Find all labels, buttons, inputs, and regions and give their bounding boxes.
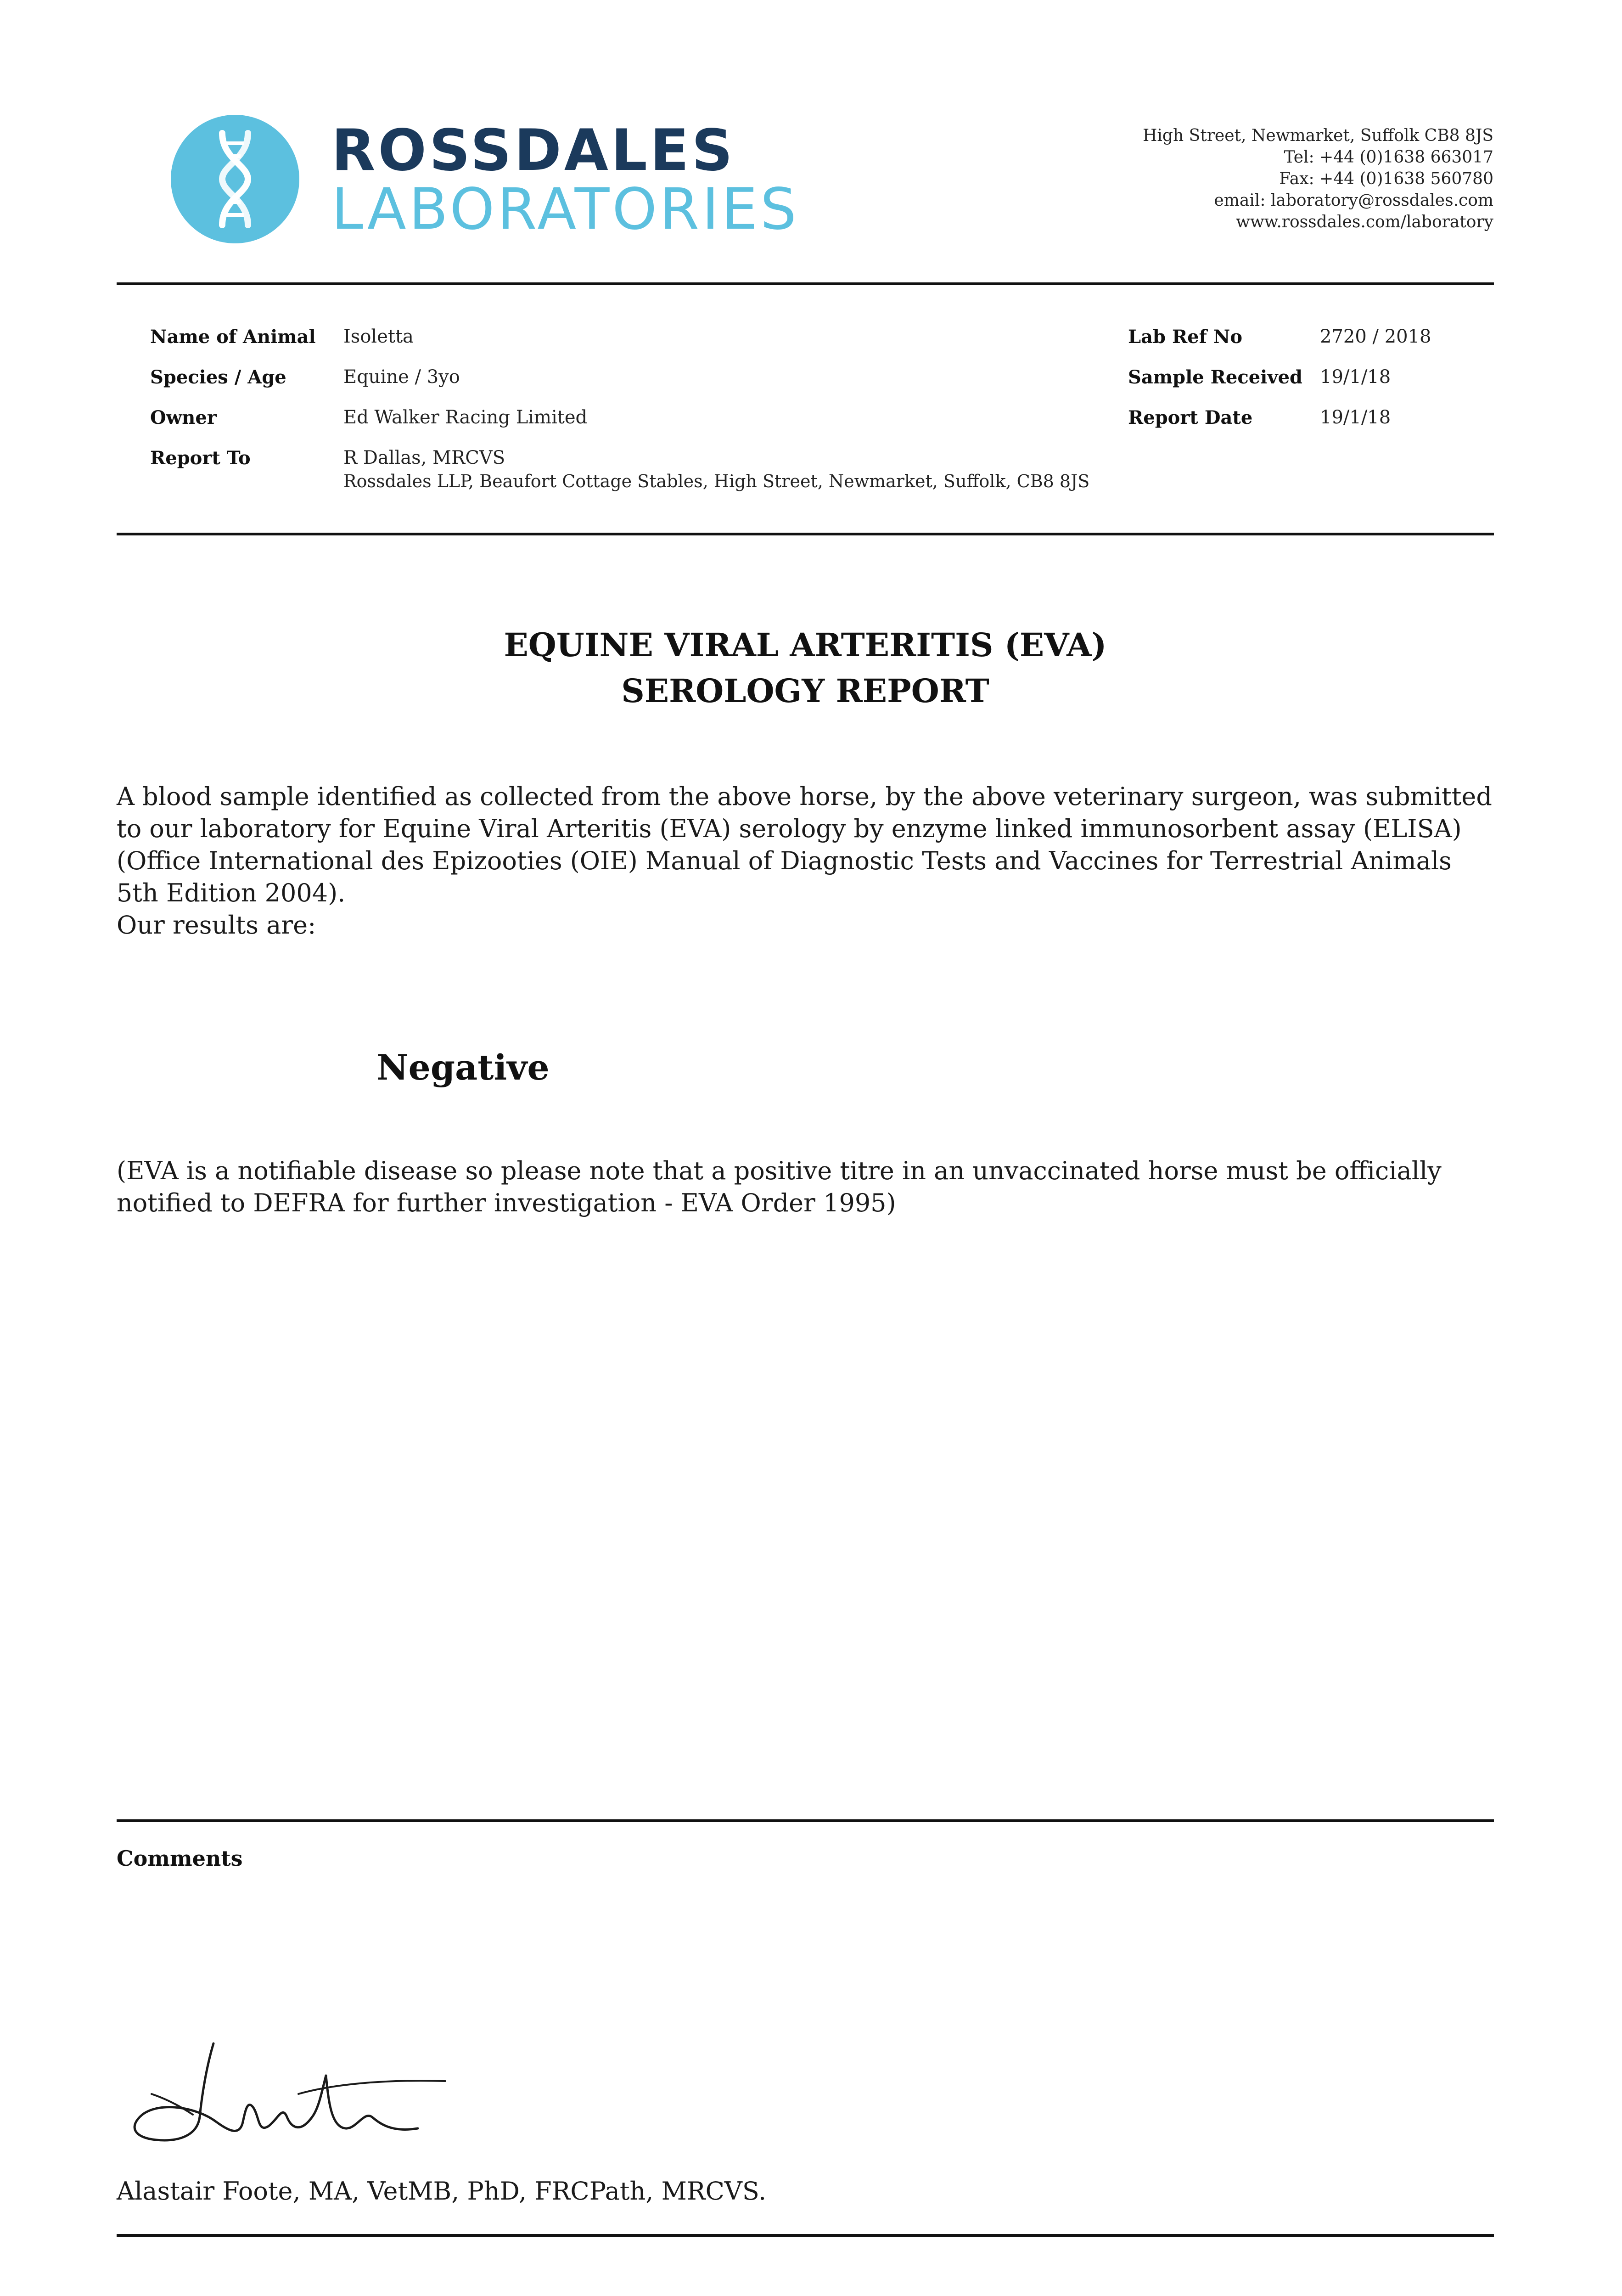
owner-label: Owner	[150, 407, 217, 428]
result-value: Negative	[376, 1047, 550, 1088]
intro-paragraph: A blood sample identified as collected from the above horse, by the above veterinary surgeon, was submitted to our laboratory for Equine Viral Arteritis (EVA) serology by enzyme linked immunosorbent assay (ELISA) (Office International des Epizooties (OIE) Manual of Diagnostic Tests and Vaccines for Terrestrial Animals 5th Edition 2004).	[117, 782, 1492, 907]
contact-tel: Tel: +44 (0)1638 663017	[1284, 148, 1493, 167]
footer-divider	[117, 2234, 1494, 2237]
contact-fax: Fax: +44 (0)1638 560780	[1279, 169, 1493, 188]
sample-received-value: 19/1/18	[1320, 366, 1391, 388]
lab-ref-label: Lab Ref No	[1128, 326, 1243, 348]
species-age-label: Species / Age	[150, 366, 286, 388]
contact-website[interactable]: www.rossdales.com/laboratory	[1236, 213, 1493, 231]
report-title-line1: EQUINE VIRAL ARTERITIS (EVA)	[504, 626, 1107, 664]
name-of-animal-value: Isoletta	[343, 326, 414, 347]
contact-email[interactable]: email: laboratory@rossdales.com	[1214, 191, 1493, 210]
species-age-value: Equine / 3yo	[343, 366, 460, 388]
header-divider	[117, 282, 1494, 285]
comments-divider	[117, 1819, 1494, 1822]
results-intro: Our results are:	[117, 911, 316, 940]
contact-address: High Street, Newmarket, Suffolk CB8 8JS	[1143, 126, 1493, 145]
report-to-label: Report To	[150, 447, 251, 469]
brand-subtitle: LABORATORIES	[331, 176, 799, 242]
comments-label: Comments	[117, 1846, 243, 1871]
name-of-animal-label: Name of Animal	[150, 326, 316, 348]
report-title-line2: SEROLOGY REPORT	[621, 672, 989, 710]
contact-block	[1034, 125, 1493, 233]
lab-ref-value: 2720 / 2018	[1320, 326, 1431, 347]
brand-name: ROSSDALES	[331, 118, 735, 184]
notifiable-note: (EVA is a notifiable disease so please note that a positive titre in an unvaccinated horse must be officially notified to DEFRA for further investigation - EVA Order 1995)	[117, 1156, 1442, 1217]
signature-image	[124, 2030, 473, 2158]
signatory-name: Alastair Foote, MA, VetMB, PhD, FRCPath, MRCVS.	[117, 2177, 767, 2206]
sample-received-label: Sample Received	[1128, 366, 1303, 388]
owner-value: Ed Walker Racing Limited	[343, 407, 588, 428]
report-date-value: 19/1/18	[1320, 407, 1391, 428]
details-divider	[117, 533, 1494, 535]
dna-helix-icon	[171, 115, 299, 243]
report-to-address: Rossdales LLP, Beaufort Cottage Stables, High Street, Newmarket, Suffolk, CB8 8JS	[343, 471, 1090, 491]
report-date-label: Report Date	[1128, 407, 1253, 428]
report-title	[117, 622, 1494, 714]
report-to-name: R Dallas, MRCVS	[343, 447, 505, 468]
